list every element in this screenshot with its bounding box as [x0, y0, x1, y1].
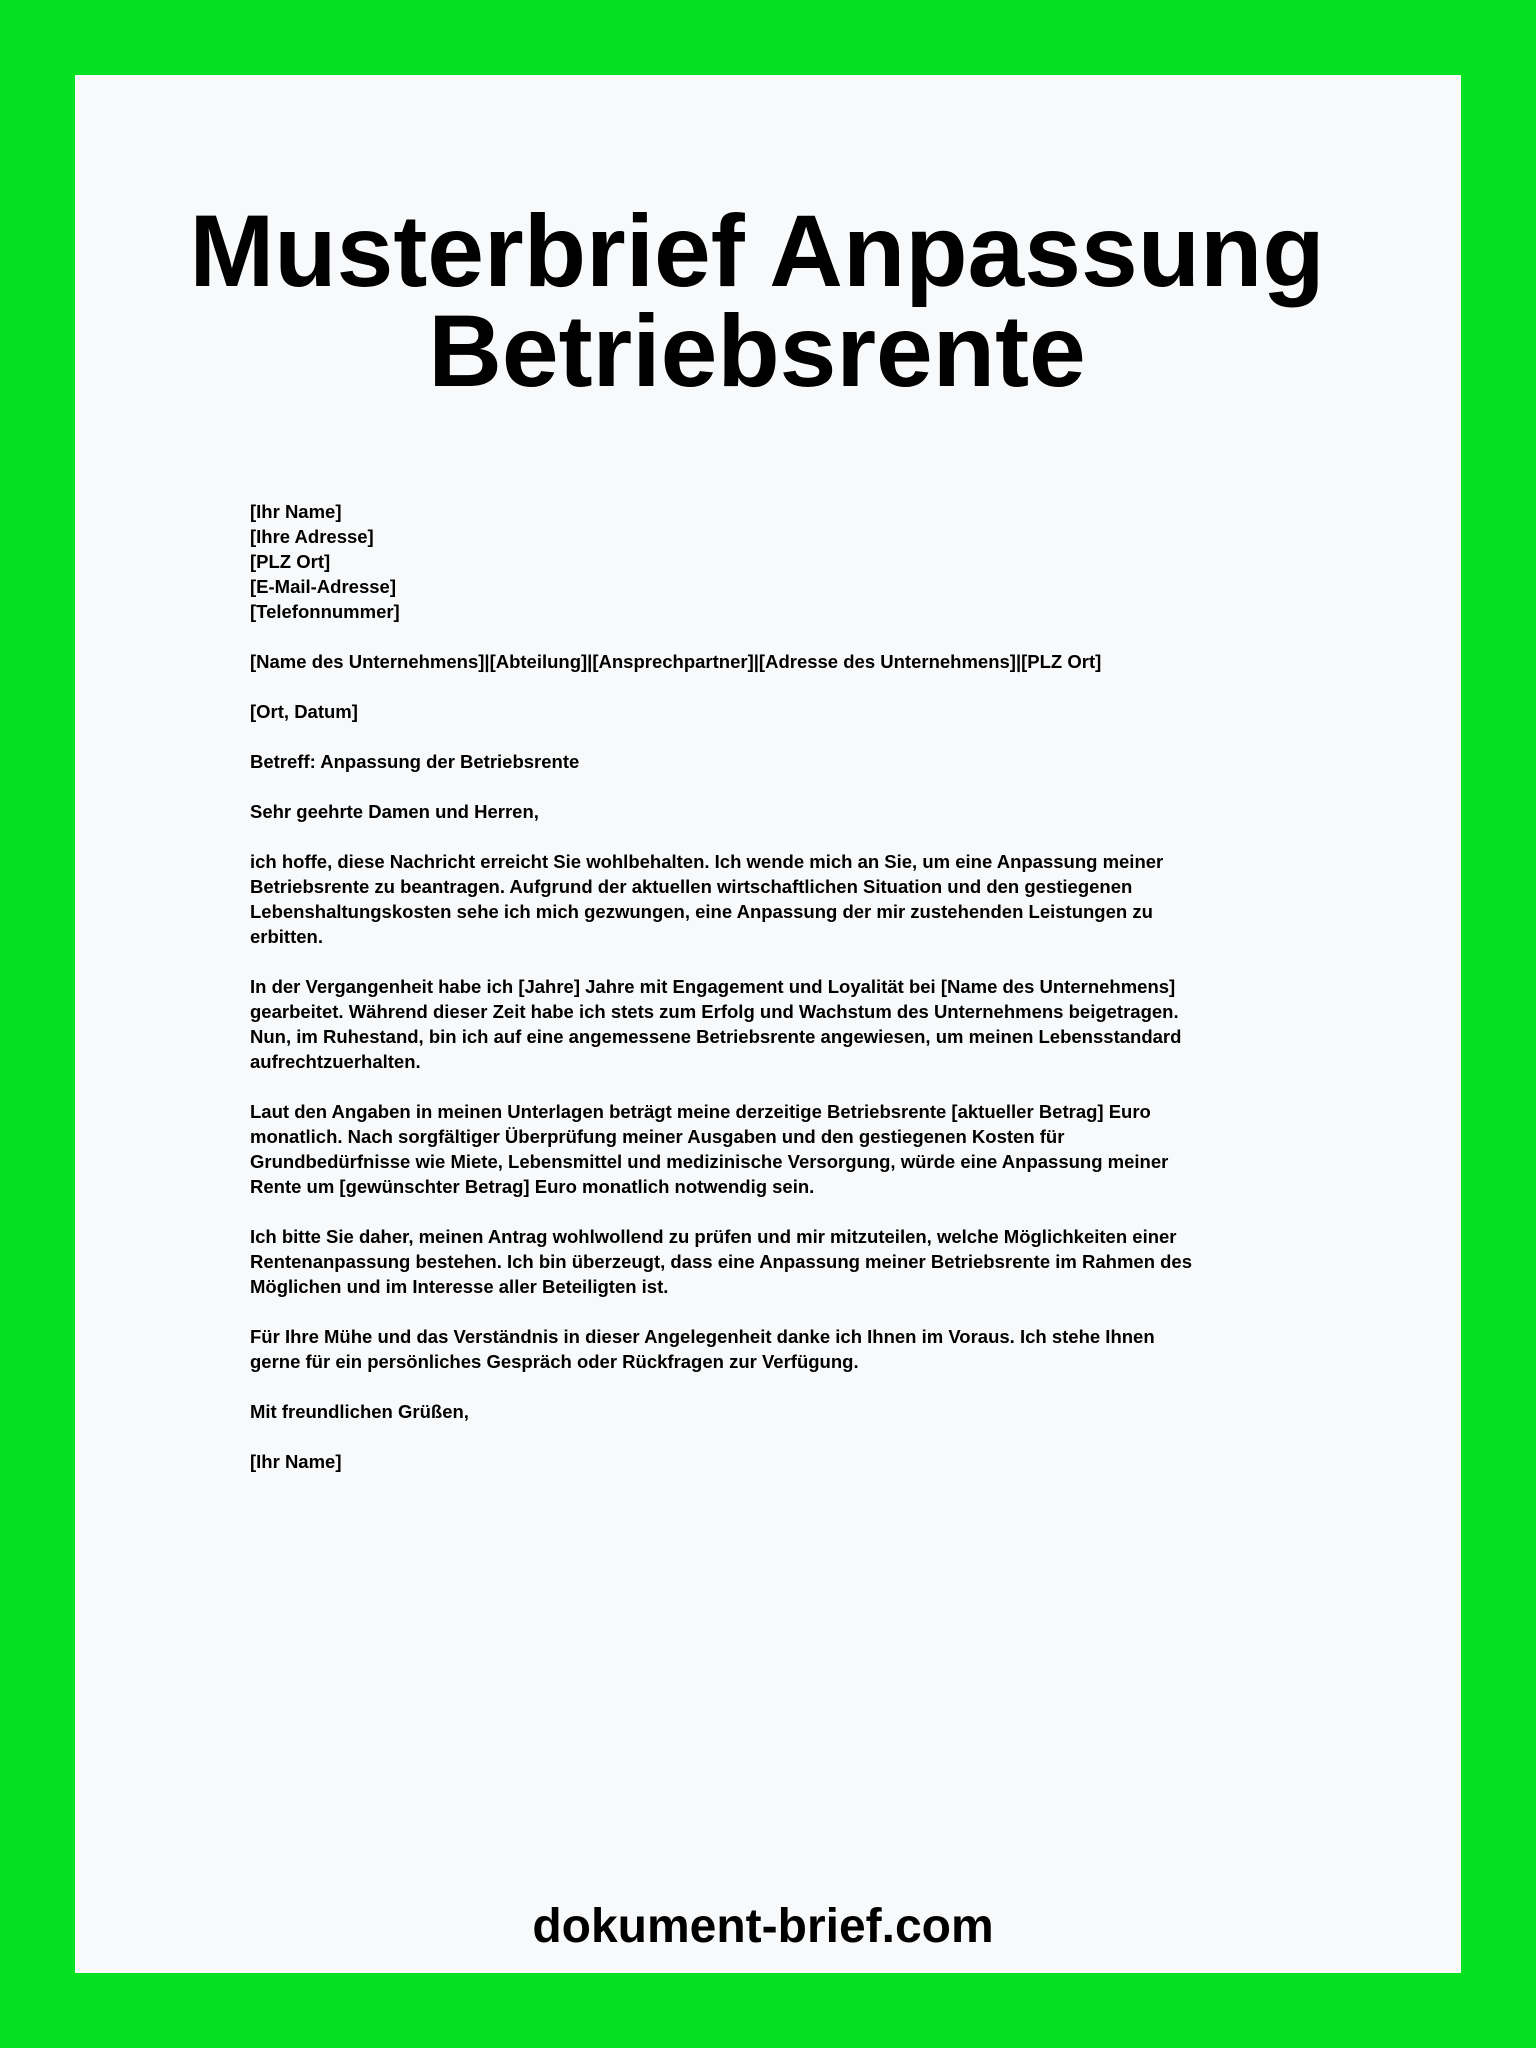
paragraph-1 [250, 849, 1330, 949]
sender-name: [Ihr Name] [250, 501, 342, 522]
paragraph-line: ich hoffe, diese Nachricht erreicht Sie wohlbehalten. Ich wende mich an Sie, um eine Anpassung meiner [250, 851, 1164, 872]
paragraph-line: erbitten. [250, 926, 323, 947]
spacer [250, 1299, 1330, 1324]
page-title [75, 194, 1461, 408]
sender-email: [E-Mail-Adresse] [250, 576, 396, 597]
signature: [Ihr Name] [250, 1451, 342, 1472]
paragraph-line: In der Vergangenheit habe ich [Jahre] Jahre mit Engagement und Loyalität bei [Name des Unternehmens] [250, 976, 1176, 997]
footer-site-link[interactable]: dokument-brief.com [532, 1900, 994, 1953]
paragraph-line: Laut den Angaben in meinen Unterlagen beträgt meine derzeitige Betriebsrente [aktueller Betrag] Euro [250, 1101, 1151, 1122]
spacer [250, 1374, 1330, 1399]
paragraph-line: Nun, im Ruhestand, bin ich auf eine angemessene Betriebsrente angewiesen, um meinen Lebensstandard [250, 1026, 1182, 1047]
spacer [250, 1424, 1330, 1449]
salutation: Sehr geehrte Damen und Herren, [250, 801, 539, 822]
document-page [75, 75, 1461, 1973]
spacer [250, 674, 1330, 699]
title-line-1: Musterbrief Anpassung [189, 194, 1325, 308]
spacer [250, 1199, 1330, 1224]
paragraph-5 [250, 1324, 1330, 1374]
letter-body [250, 499, 1330, 1474]
paragraph-line: aufrechtzuerhalten. [250, 1051, 421, 1072]
paragraph-line: Lebenshaltungskosten sehe ich mich gezwungen, eine Anpassung der mir zustehenden Leistungen zu [250, 901, 1153, 922]
paragraph-line: gerne für ein persönliches Gespräch oder Rückfragen zur Verfügung. [250, 1351, 859, 1372]
paragraph-line: Möglichen und im Interesse aller Beteiligten ist. [250, 1276, 669, 1297]
spacer [250, 724, 1330, 749]
paragraph-line: Für Ihre Mühe und das Verständnis in dieser Angelegenheit danke ich Ihnen im Voraus. Ich stehe Ihnen [250, 1326, 1155, 1347]
spacer [250, 624, 1330, 649]
spacer [250, 774, 1330, 799]
sender-phone: [Telefonnummer] [250, 601, 400, 622]
sender-city: [PLZ Ort] [250, 551, 331, 572]
paragraph-line: Ich bitte Sie daher, meinen Antrag wohlwollend zu prüfen und mir mitzuteilen, welche Möglichkeiten einer [250, 1226, 1177, 1247]
paragraph-line: monatlich. Nach sorgfältiger Überprüfung meiner Ausgaben und den gestiegenen Kosten für [250, 1126, 1065, 1147]
spacer [250, 824, 1330, 849]
closing: Mit freundlichen Grüßen, [250, 1401, 469, 1422]
paragraph-3 [250, 1099, 1330, 1199]
recipient-line: [Name des Unternehmens]|[Abteilung]|[Ansprechpartner]|[Adresse des Unternehmens]|[PLZ Ort] [250, 651, 1102, 672]
paragraph-line: gearbeitet. Während dieser Zeit habe ich stets zum Erfolg und Wachstum des Unternehmens beigetragen. [250, 1001, 1179, 1022]
place-date: [Ort, Datum] [250, 701, 358, 722]
spacer [250, 949, 1330, 974]
sender-block [250, 499, 1330, 624]
subject-line: Betreff: Anpassung der Betriebsrente [250, 751, 580, 772]
paragraph-2 [250, 974, 1330, 1074]
title-line-2: Betriebsrente [428, 294, 1086, 408]
paragraph-line: Rentenanpassung bestehen. Ich bin überzeugt, dass eine Anpassung meiner Betriebsrente im Rahmen des [250, 1251, 1193, 1272]
paragraph-4 [250, 1224, 1330, 1299]
sender-address: [Ihre Adresse] [250, 526, 374, 547]
paragraph-line: Rente um [gewünschter Betrag] Euro monatlich notwendig sein. [250, 1176, 815, 1197]
spacer [250, 1074, 1330, 1099]
paragraph-line: Betriebsrente zu beantragen. Aufgrund der aktuellen wirtschaftlichen Situation und den gestiegenen [250, 876, 1133, 897]
paragraph-line: Grundbedürfnisse wie Miete, Lebensmittel und medizinische Versorgung, würde eine Anpassung meiner [250, 1151, 1169, 1172]
